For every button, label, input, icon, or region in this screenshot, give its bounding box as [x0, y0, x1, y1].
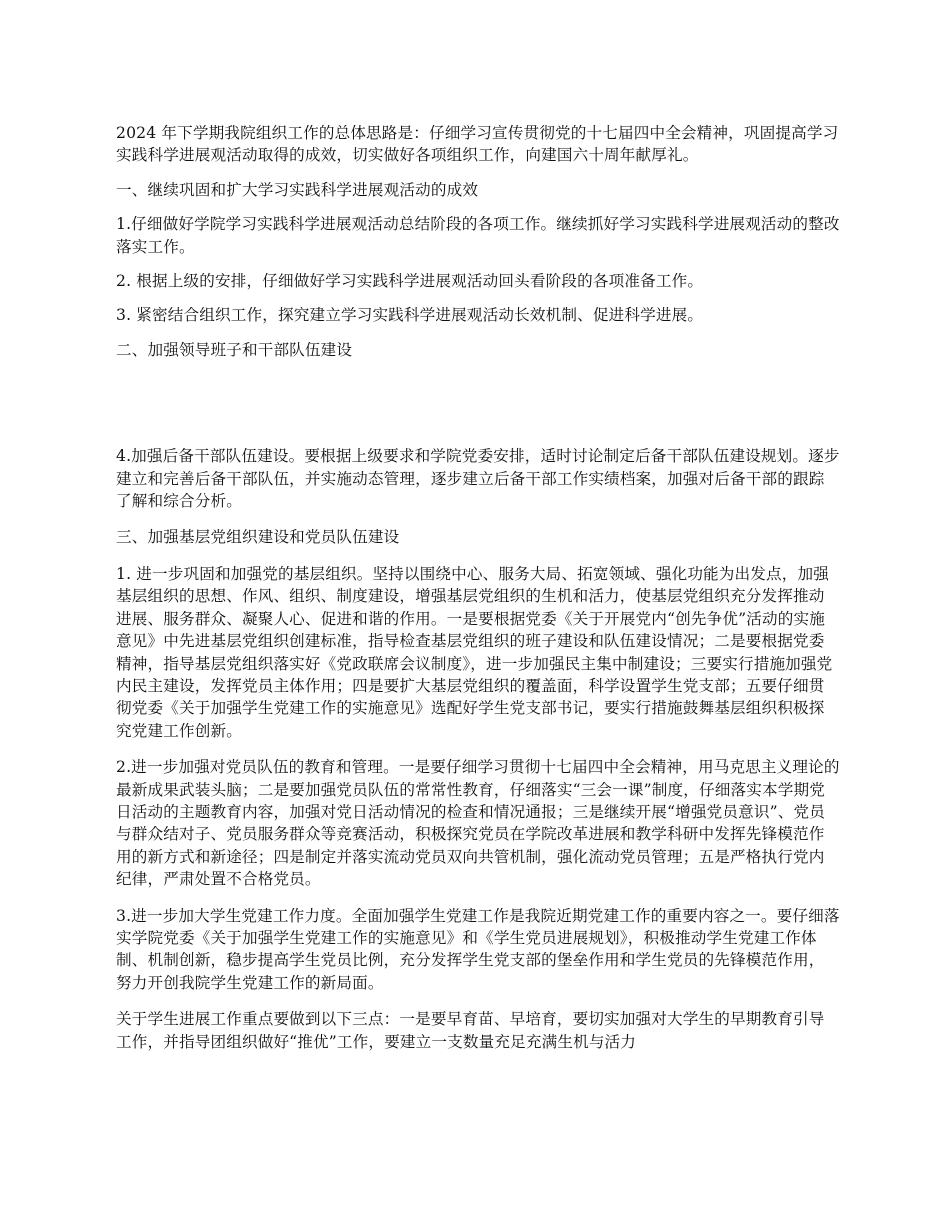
section-three-item-1: 1. 进一步巩固和加强党的基层组织。坚持以围绕中心、服务大局、拓宽领域、强化功能为出发点，加强基层组织的思想、作风、组织、制度建设，增强基层党组织的生机和活力，使基层党组织充分发挥推动进展、服务群众、凝聚人心、促进和谐的作用。一是要根据党委《关于开展党内“创先争优”活动的实施意见》中先进基层党组织创建标准，指导检查基层党组织的班子建设和队伍建设情况；二是要根据党委精神，指导基层党组织落实好《党政联席会议制度》，进一步加强民主集中制建设；三要实行措施加强党内民主建设，发挥党员主体作用；四是要扩大基层党组织的覆盖面，科学设置学生党支部；五要仔细贯彻党委《关于加强学生党建工作的实施意见》选配好学生党支部书记，要实行措施鼓舞基层组织积极探究党建工作创新。: [116, 564, 833, 740]
section-three-item-3: 3.进一步加大学生党建工作力度。全面加强学生党建工作是我院近期党建工作的重要内容之一。要仔细落实学院党委《关于加强学生党建工作的实施意见》和《学生党员进展规划》，积极推动学生党建工作体制、机制创新，稳步提高学生党员比例，充分发挥学生党支部的堡垒作用和学生党员的先锋模范作用，努力开创我院学生党建工作的新局面。: [116, 906, 840, 992]
section-heading-one: 一、继续巩固和扩大学习实践科学进展观活动的成效: [116, 180, 479, 199]
intro-paragraph: 2024 年下学期我院组织工作的总体思路是：仔细学习宣传贯彻党的十七届四中全会精神，巩固提高学习实践科学进展观活动取得的成效，切实做好各项组织工作，向建国六十周年献厚礼。: [116, 124, 839, 165]
section-three-item-2: 2.进一步加强对党员队伍的教育和管理。一是要仔细学习贯彻十七届四中全会精神，用马克思主义理论的最新成果武装头脑；二是要加强党员队伍的常常性教育，仔细落实“三会一课”制度，仔细落实本学期党日活动的主题教育内容，加强对党日活动情况的检查和情况通报；三是继续开展“增强党员意识”、党员与群众结对子、党员服务群众等竞赛活动，积极探究党员在学院改革进展和教学科研中发挥先锋模范作用的新方式和新途径；四是制定并落实流动党员双向共管机制，强化流动党员管理；五是严格执行党内纪律，严肃处置不合格党员。: [116, 758, 840, 889]
section-one-item-3: 3. 紧密结合组织工作，探究建立学习实践科学进展观活动长效机制、促进科学进展。: [116, 306, 704, 325]
document-body: [116, 122, 840, 1053]
section-heading-three: 三、加强基层党组织建设和党员队伍建设: [116, 528, 400, 547]
section-heading-two: 二、加强领导班子和干部队伍建设: [116, 340, 353, 359]
section-one-item-2: 2. 根据上级的安排，仔细做好学习实践科学进展观活动回头看阶段的各项准备工作。: [116, 272, 704, 291]
student-development-paragraph: 关于学生进展工作重点要做到以下三点：一是要早育苗、早培育，要切实加强对大学生的早期教育引导工作，并指导团组织做好“推优”工作，要建立一支数量充足充满生机与活力: [116, 1010, 825, 1051]
section-one-item-1: 1.仔细做好学院学习实践科学进展观活动总结阶段的各项工作。继续抓好学习实践科学进展观活动的整改落实工作。: [116, 215, 840, 256]
section-two-item-4: 4.加强后备干部队伍建设。要根据上级要求和学院党委安排，适时讨论制定后备干部队伍建设规划。逐步建立和完善后备干部队伍，并实施动态管理，逐步建立后备干部工作实绩档案，加强对后备干部的跟踪了解和综合分析。: [116, 447, 840, 511]
